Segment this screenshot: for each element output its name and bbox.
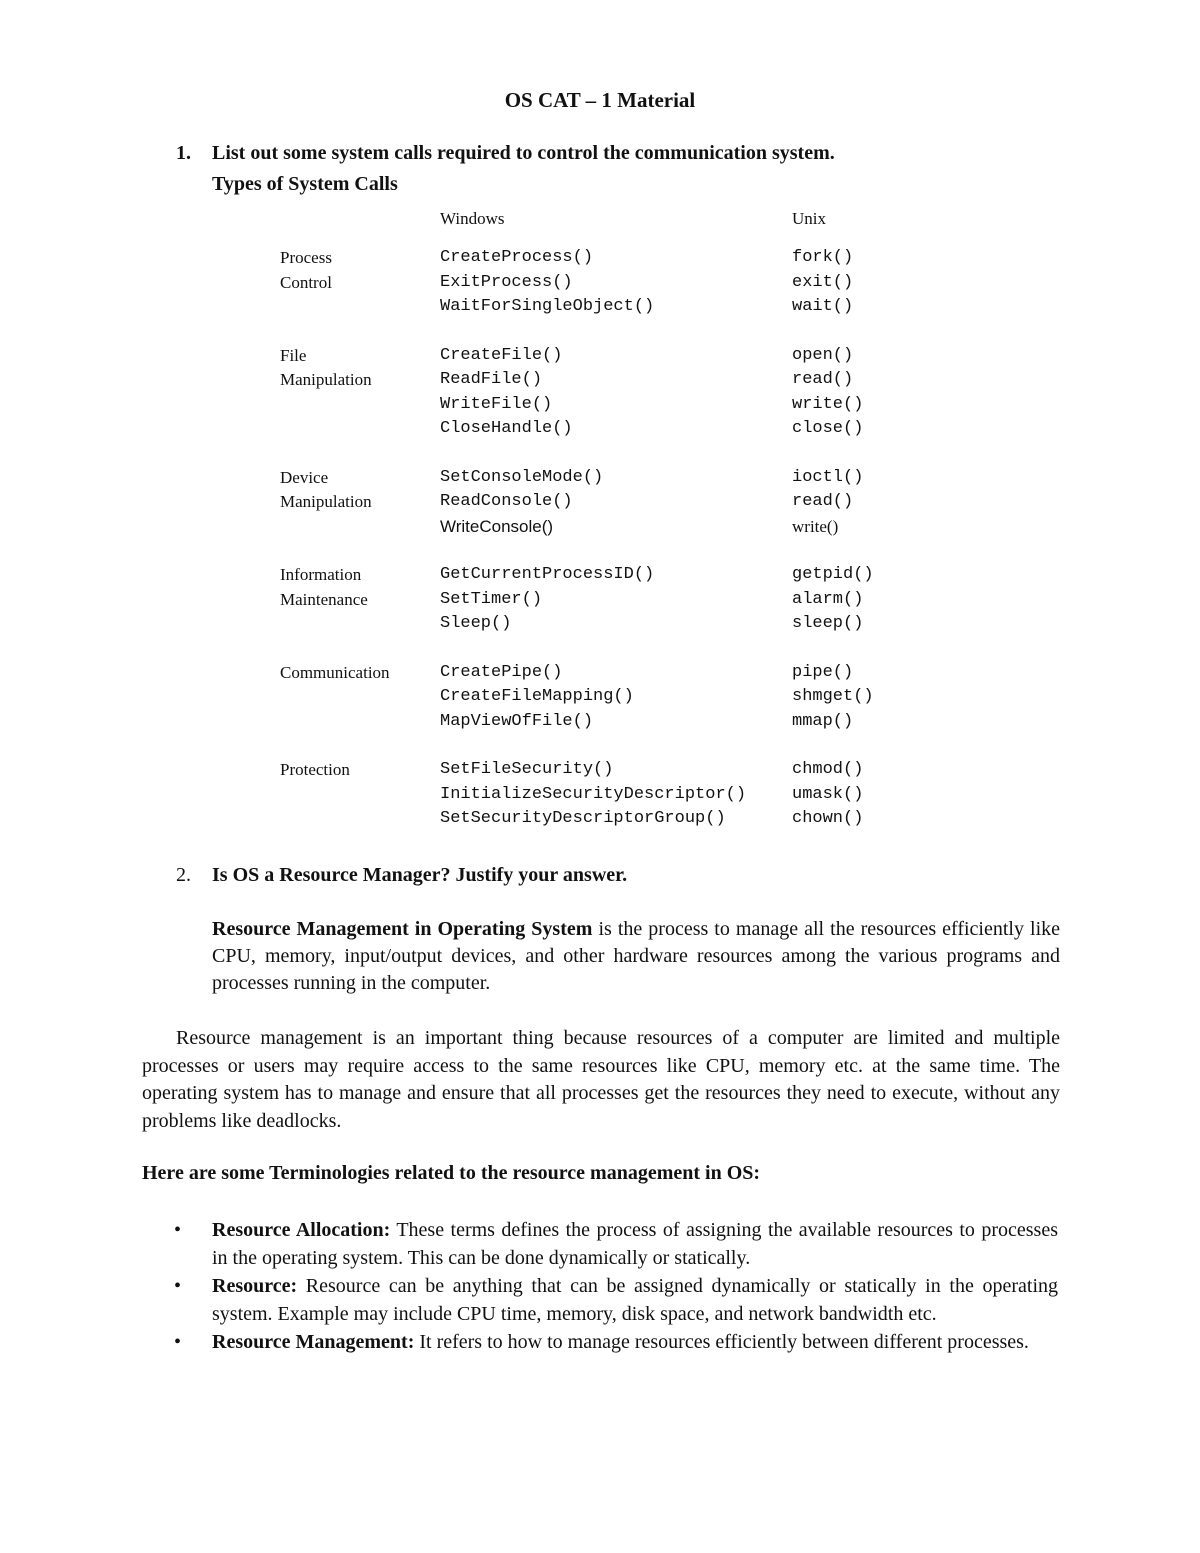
category-cell: Control — [280, 272, 332, 292]
windows-call-cell: WaitForSingleObject() — [440, 297, 655, 316]
unix-call-cell: chmod() — [792, 760, 864, 779]
category-cell — [280, 685, 440, 710]
definition-text: is the process to manage all the resources efficiently like CPU, memory, input/output devices, and other hardware resources among the various programs and processes running in the computer. — [212, 918, 1061, 994]
system-calls-subheading: Types of System Calls — [212, 173, 398, 195]
resource-management-definition — [212, 916, 1060, 997]
category-cell: Communication — [280, 662, 390, 682]
unix-call-cell: pipe() — [792, 662, 854, 682]
unix-call-cell: ioctl() — [792, 467, 864, 487]
windows-call-cell: WriteConsole() — [440, 516, 554, 536]
category-cell — [280, 783, 440, 808]
unix-call-cell: getpid() — [792, 565, 874, 584]
category-cell: File — [280, 345, 307, 365]
table-spacer-row — [280, 539, 920, 563]
table-row — [280, 271, 920, 296]
table-row — [280, 807, 920, 832]
bullet-icon: • — [174, 1275, 182, 1297]
category-cell: Manipulation — [280, 492, 372, 511]
table-header-row — [280, 206, 920, 246]
windows-call-cell: CreateProcess() — [440, 248, 594, 267]
windows-call-cell: SetTimer() — [440, 589, 543, 609]
unix-call-cell: read() — [792, 492, 854, 511]
category-cell — [280, 393, 440, 418]
windows-call-cell: SetConsoleMode() — [440, 467, 604, 487]
unix-call-cell: exit() — [792, 272, 854, 292]
unix-call-cell: write() — [792, 394, 864, 414]
list-item — [174, 1329, 1058, 1357]
unix-call-cell: wait() — [792, 297, 854, 316]
windows-call-cell: CreatePipe() — [440, 662, 563, 682]
question-2-number: 2. — [176, 864, 191, 886]
windows-call-cell: CloseHandle() — [440, 419, 573, 438]
windows-call-cell: ExitProcess() — [440, 272, 573, 292]
terminology-heading: Here are some Terminologies related to the resource management in OS: — [142, 1162, 761, 1184]
question-2 — [176, 864, 627, 887]
windows-call-cell: ReadConsole() — [440, 492, 573, 511]
table-row — [280, 661, 920, 686]
unix-call-cell: read() — [792, 370, 854, 389]
category-cell: Device — [280, 467, 329, 487]
question-1-number: 1. — [176, 142, 191, 164]
list-item — [174, 1273, 1058, 1328]
table-spacer-row — [280, 442, 920, 466]
unix-call-cell: sleep() — [792, 614, 864, 633]
category-cell: Maintenance — [280, 589, 368, 609]
windows-call-cell: MapViewOfFile() — [440, 711, 594, 731]
table-row — [280, 612, 920, 637]
windows-call-cell: SetSecurityDescriptorGroup() — [440, 809, 726, 828]
unix-call-cell: close() — [792, 419, 864, 438]
table-row — [280, 783, 920, 808]
table-spacer-row — [280, 734, 920, 758]
system-calls-table — [280, 206, 920, 832]
table-row — [280, 515, 920, 540]
term-description: Resource can be anything that can be assigned dynamically or statically in the operating system. Example may include CPU time, memory, disk space, and network bandwidth etc. — [212, 1275, 1058, 1325]
category-cell: Information — [280, 565, 362, 584]
table-row — [280, 417, 920, 442]
term-label: Resource: — [212, 1275, 298, 1297]
table-spacer-row — [280, 637, 920, 661]
term-description: These terms defines the process of assigning the available resources to processes in the operating system. This can be done dynamically or statically. — [212, 1219, 1058, 1269]
table-row — [280, 710, 920, 735]
category-cell — [280, 515, 440, 540]
table-row — [280, 490, 920, 515]
category-cell: Process — [280, 248, 332, 267]
term-label: Resource Management: — [212, 1331, 415, 1353]
windows-call-cell: GetCurrentProcessID() — [440, 565, 655, 584]
category-cell: Manipulation — [280, 370, 372, 389]
terminology-list — [174, 1217, 1058, 1358]
unix-call-cell: alarm() — [792, 589, 864, 609]
windows-call-cell: CreateFileMapping() — [440, 687, 634, 706]
category-cell — [280, 710, 440, 735]
question-1-text: List out some system calls required to control the communication system. — [212, 142, 835, 164]
table-row — [280, 295, 920, 320]
category-cell: Protection — [280, 760, 350, 779]
question-1 — [176, 142, 835, 165]
unix-call-cell: fork() — [792, 248, 854, 267]
term-description: It refers to how to manage resources efficiently between different processes. — [414, 1331, 1029, 1353]
table-row — [280, 368, 920, 393]
table-spacer-row — [280, 320, 920, 344]
page-title: OS CAT – 1 Material — [504, 88, 696, 112]
unix-call-cell: mmap() — [792, 711, 854, 731]
unix-call-cell: open() — [792, 345, 854, 365]
unix-call-cell: umask() — [792, 784, 864, 804]
table-row — [280, 563, 920, 588]
table-row — [280, 588, 920, 613]
windows-call-cell: CreateFile() — [440, 345, 563, 365]
header-category — [280, 206, 440, 246]
unix-call-cell: write() — [792, 516, 839, 536]
table-row — [280, 393, 920, 418]
term-label: Resource Allocation: — [212, 1219, 391, 1241]
category-cell — [280, 807, 440, 832]
category-cell — [280, 417, 440, 442]
question-2-text: Is OS a Resource Manager? Justify your answer. — [212, 864, 628, 886]
table-row — [280, 758, 920, 783]
windows-call-cell: SetFileSecurity() — [440, 760, 614, 779]
category-cell — [280, 612, 440, 637]
definition-term: Resource Management in Operating System — [212, 918, 593, 940]
table-row — [280, 246, 920, 271]
table-row — [280, 344, 920, 369]
windows-call-cell: InitializeSecurityDescriptor() — [440, 784, 747, 804]
table-row — [280, 685, 920, 710]
unix-call-cell: chown() — [792, 809, 864, 828]
unix-call-cell: shmget() — [792, 687, 874, 706]
windows-call-cell: WriteFile() — [440, 394, 553, 414]
header-windows: Windows — [440, 209, 505, 228]
list-item — [174, 1217, 1058, 1272]
bullet-icon: • — [174, 1331, 182, 1353]
header-unix: Unix — [792, 209, 826, 228]
bullet-icon: • — [174, 1219, 182, 1241]
resource-management-paragraph: Resource management is an important thing because resources of a computer are limited and multiple processes or users may require access to the same resources like CPU, memory etc. at the same time. The operating system has to manage and ensure that all processes get the resources they need to execute, without any problems like deadlocks. — [142, 1027, 1060, 1132]
category-cell — [280, 295, 440, 320]
windows-call-cell: Sleep() — [440, 614, 512, 633]
table-row — [280, 466, 920, 491]
windows-call-cell: ReadFile() — [440, 370, 543, 389]
